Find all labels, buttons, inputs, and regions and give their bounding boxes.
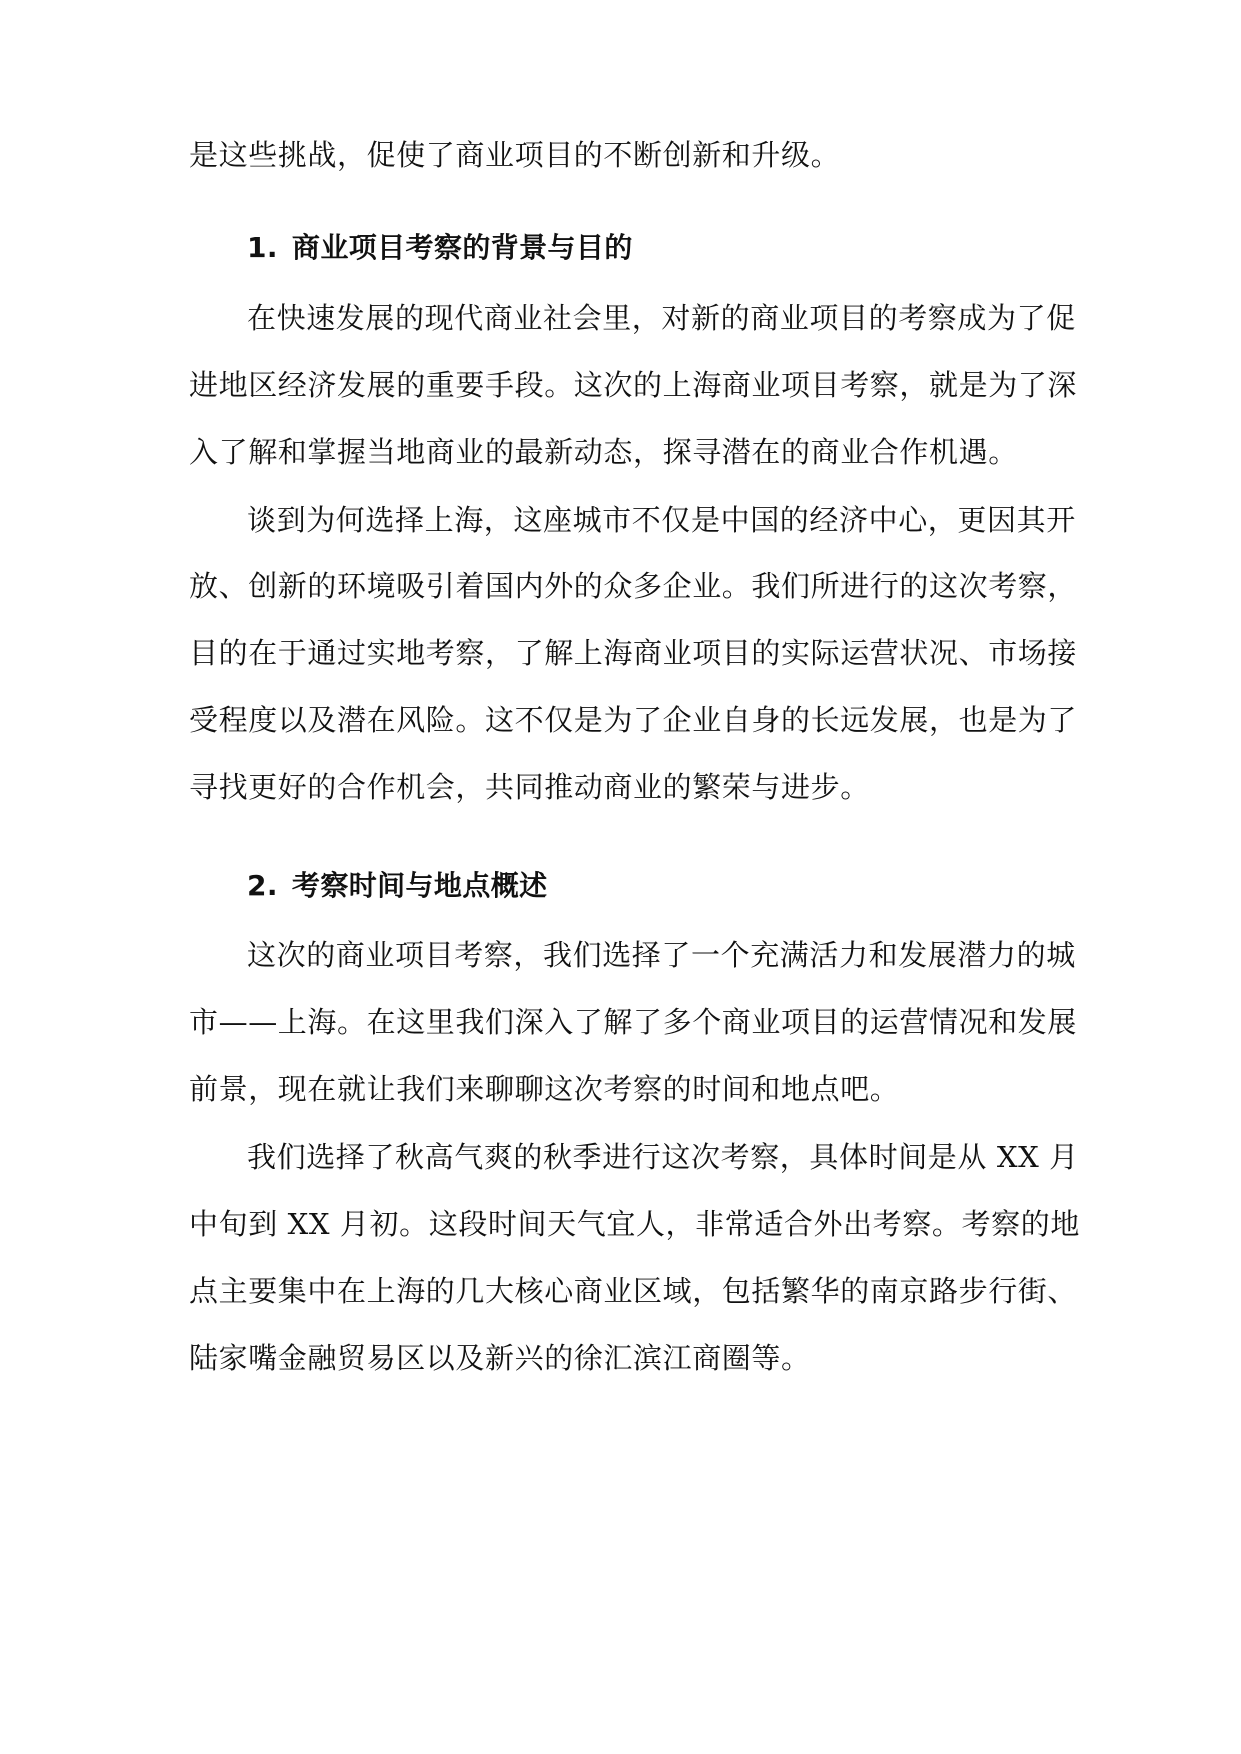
paragraph-line: 我们选择了秋高气爽的秋季进行这次考察，具体时间是从 XX 月 xyxy=(247,1140,1079,1174)
paragraph-line: 寻找更好的合作机会，共同推动商业的繁荣与进步。 xyxy=(189,770,870,804)
paragraph-line: 点主要集中在上海的几大核心商业区域，包括繁华的南京路步行街、 xyxy=(189,1274,1078,1308)
paragraph-line: 受程度以及潜在风险。这不仅是为了企业自身的长远发展，也是为了 xyxy=(189,703,1078,737)
paragraph-line: 陆家嘴金融贸易区以及新兴的徐汇滨江商圈等。 xyxy=(189,1341,811,1375)
paragraph-line: 入了解和掌握当地商业的最新动态，探寻潜在的商业合作机遇。 xyxy=(189,435,1018,469)
section-title: 商业项目考察的背景与目的 xyxy=(291,231,633,264)
section-heading-2 xyxy=(247,866,548,906)
paragraph-line: 进地区经济发展的重要手段。这次的上海商业项目考察，就是为了深 xyxy=(189,368,1078,402)
paragraph-line: 是这些挑战，促使了商业项目的不断创新和升级。 xyxy=(189,138,841,172)
paragraph-line: 放、创新的环境吸引着国内外的众多企业。我们所进行的这次考察， xyxy=(189,569,1078,603)
section-number: 1. xyxy=(247,231,278,264)
paragraph-line: 这次的商业项目考察，我们选择了一个充满活力和发展潜力的城 xyxy=(247,938,1076,972)
paragraph-line: 市——上海。在这里我们深入了解了多个商业项目的运营情况和发展 xyxy=(189,1005,1078,1039)
paragraph-line: 在快速发展的现代商业社会里，对新的商业项目的考察成为了促 xyxy=(247,301,1076,335)
paragraph-line: 目的在于通过实地考察，了解上海商业项目的实际运营状况、市场接 xyxy=(189,636,1078,670)
section-title: 考察时间与地点概述 xyxy=(291,869,548,902)
section-heading-1 xyxy=(247,228,633,268)
paragraph-line: 谈到为何选择上海，这座城市不仅是中国的经济中心，更因其开 xyxy=(247,503,1076,537)
paragraph-line: 中旬到 XX 月初。这段时间天气宜人，非常适合外出考察。考察的地 xyxy=(189,1207,1080,1241)
paragraph-line: 前景，现在就让我们来聊聊这次考察的时间和地点吧。 xyxy=(189,1072,900,1106)
section-number: 2. xyxy=(247,869,278,902)
